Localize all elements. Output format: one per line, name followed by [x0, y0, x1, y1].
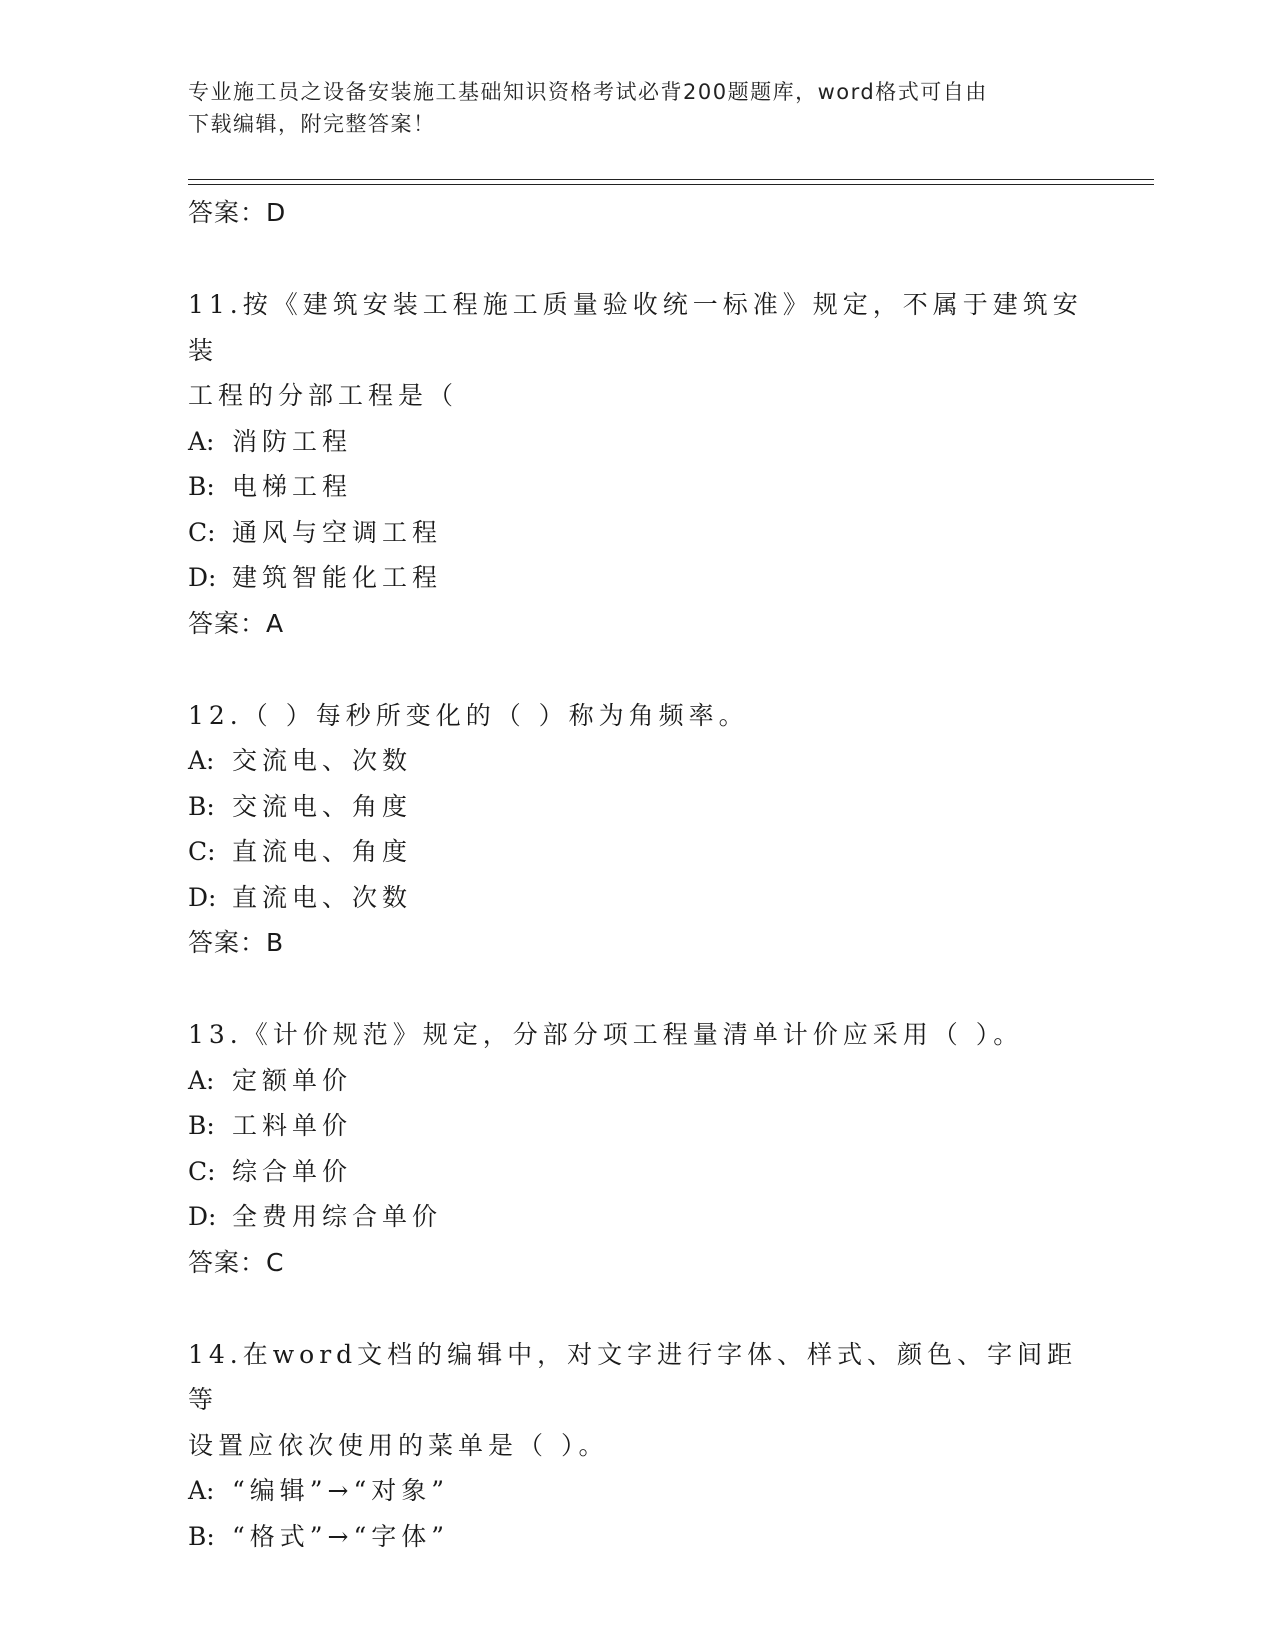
option-b [188, 464, 1088, 510]
option-text: 建筑智能化工程 [232, 563, 443, 592]
spacer [188, 236, 1088, 282]
option-text: 电梯工程 [232, 472, 353, 501]
option-b [188, 1103, 1088, 1149]
option-text: “编辑”→“对象” [232, 1476, 450, 1505]
option-a [188, 1468, 1088, 1514]
option-letter: B: [188, 472, 215, 501]
option-letter: D: [188, 882, 217, 912]
option-d [188, 555, 1088, 601]
option-letter: D: [188, 1202, 217, 1231]
option-letter: B: [188, 791, 215, 821]
document-header [188, 76, 1088, 140]
option-text: “格式”→“字体” [232, 1521, 450, 1551]
option-letter: C: [188, 1156, 216, 1186]
option-c [188, 1149, 1088, 1195]
option-a [188, 1058, 1088, 1104]
option-b [188, 1514, 1088, 1560]
option-text: 直流电、角度 [232, 837, 413, 866]
answer-line: 答案：D [188, 198, 287, 227]
option-text: 交流电、次数 [232, 746, 413, 775]
answer-line: 答案：B [188, 928, 285, 957]
option-letter: B: [188, 1521, 215, 1551]
option-c [188, 829, 1088, 875]
option-text: 定额单价 [232, 1065, 353, 1095]
option-letter: A: [188, 746, 215, 775]
header-rule-bottom [188, 184, 1154, 185]
option-letter: A: [188, 1476, 215, 1505]
header-line-1: 专业施工员之设备安装施工基础知识资格考试必背200题题库，word格式可自由 [188, 80, 988, 104]
option-text: 直流电、次数 [232, 882, 413, 912]
option-text: 交流电、角度 [232, 791, 413, 821]
question-text: 11.按《建筑安装工程施工质量验收统一标准》规定，不属于建筑安装 [188, 290, 1083, 365]
option-text: 消防工程 [232, 426, 353, 456]
option-d [188, 1194, 1088, 1240]
spacer [188, 966, 1088, 1012]
option-letter: A: [188, 1065, 215, 1095]
option-text: 通风与空调工程 [232, 517, 443, 547]
question-12 [188, 693, 1088, 967]
option-letter: C: [188, 837, 216, 866]
question-text: 12.（ ）每秒所变化的（ ）称为角频率。 [188, 700, 749, 730]
option-b [188, 784, 1088, 830]
header-line-2: 下载编辑，附完整答案！ [188, 112, 436, 136]
option-letter: B: [188, 1111, 215, 1140]
option-text: 全费用综合单价 [232, 1202, 443, 1231]
option-text: 工料单价 [232, 1111, 353, 1140]
question-11 [188, 282, 1088, 647]
option-c [188, 510, 1088, 556]
option-a [188, 419, 1088, 465]
question-text: 14.在word文档的编辑中，对文字进行字体、样式、颜色、字间距等 [188, 1339, 1078, 1414]
question-list [188, 190, 1088, 1559]
answer-line: 答案：C [188, 1247, 285, 1277]
spacer [188, 647, 1088, 693]
header-rule-top [188, 179, 1154, 180]
question-14 [188, 1332, 1088, 1560]
option-letter: A: [188, 426, 215, 456]
option-letter: D: [188, 563, 217, 592]
spacer [188, 1286, 1088, 1332]
option-letter: C: [188, 517, 216, 547]
option-text: 综合单价 [232, 1156, 353, 1186]
question-text: 13.《计价规范》规定，分部分项工程量清单计价应采用（ ）。 [188, 1020, 1024, 1049]
question-text: 工程的分部工程是（ [188, 381, 459, 410]
option-a [188, 738, 1088, 784]
question-13 [188, 1012, 1088, 1286]
option-d [188, 875, 1088, 921]
question-text: 设置应依次使用的菜单是（ ）。 [188, 1430, 609, 1460]
answer-line: 答案：A [188, 608, 285, 638]
